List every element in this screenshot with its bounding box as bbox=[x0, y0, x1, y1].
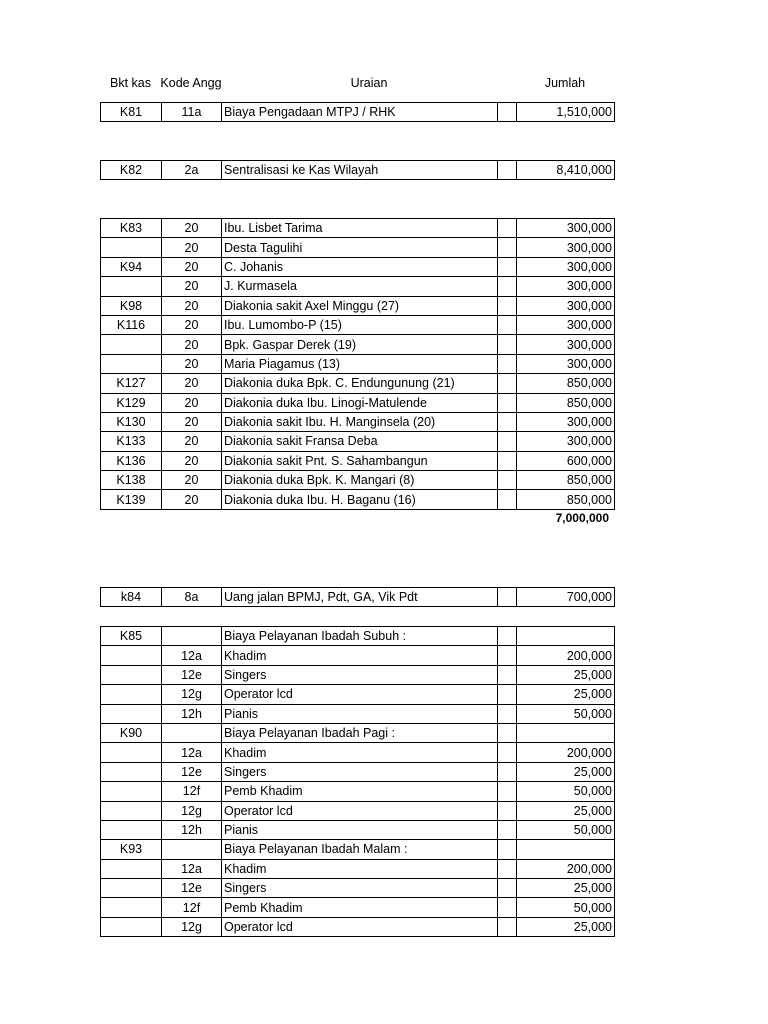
cell-uraian: Operator lcd bbox=[222, 685, 498, 704]
cell-uraian: Operator lcd bbox=[222, 917, 498, 936]
cell-kode: 20 bbox=[162, 432, 222, 451]
table-row bbox=[101, 801, 615, 820]
cell-bkt bbox=[101, 238, 162, 257]
cell-bkt: K133 bbox=[101, 432, 162, 451]
cell-blank bbox=[498, 393, 517, 412]
table-row bbox=[101, 743, 615, 762]
cell-bkt: K93 bbox=[101, 840, 162, 859]
cell-bkt bbox=[101, 879, 162, 898]
cell-uraian: Khadim bbox=[222, 743, 498, 762]
cell-blank bbox=[498, 820, 517, 839]
cell-bkt: K82 bbox=[101, 161, 162, 180]
column-header bbox=[100, 76, 614, 94]
cell-blank bbox=[498, 782, 517, 801]
table-row bbox=[101, 103, 615, 122]
cell-jumlah bbox=[517, 840, 615, 859]
cell-jumlah bbox=[517, 723, 615, 742]
cell-kode: 20 bbox=[162, 451, 222, 470]
table-row bbox=[101, 238, 615, 257]
cell-blank bbox=[498, 161, 517, 180]
cell-kode: 12g bbox=[162, 917, 222, 936]
cell-blank bbox=[498, 103, 517, 122]
table-row bbox=[101, 879, 615, 898]
table-row bbox=[101, 588, 615, 607]
cell-uraian: Pianis bbox=[222, 704, 498, 723]
cell-jumlah: 300,000 bbox=[517, 257, 615, 276]
cell-blank bbox=[498, 859, 517, 878]
cell-jumlah: 300,000 bbox=[517, 335, 615, 354]
cell-jumlah: 300,000 bbox=[517, 432, 615, 451]
cell-bkt bbox=[101, 898, 162, 917]
table-row bbox=[101, 859, 615, 878]
cell-jumlah: 25,000 bbox=[517, 762, 615, 781]
cell-bkt: K130 bbox=[101, 412, 162, 431]
cell-bkt: K83 bbox=[101, 219, 162, 238]
cell-blank bbox=[498, 646, 517, 665]
cell-uraian: Diakonia duka Ibu. Linogi-Matulende bbox=[222, 393, 498, 412]
header-bkt-kas: Bkt kas bbox=[110, 76, 151, 90]
cell-blank bbox=[498, 219, 517, 238]
table-row bbox=[101, 646, 615, 665]
cell-uraian: Singers bbox=[222, 762, 498, 781]
cell-jumlah: 25,000 bbox=[517, 879, 615, 898]
cell-uraian: Sentralisasi ke Kas Wilayah bbox=[222, 161, 498, 180]
cell-blank bbox=[498, 704, 517, 723]
cell-kode: 20 bbox=[162, 471, 222, 490]
cell-bkt bbox=[101, 277, 162, 296]
cell-uraian: Biaya Pelayanan Ibadah Subuh : bbox=[222, 627, 498, 646]
cell-uraian: Diakonia sakit Fransa Deba bbox=[222, 432, 498, 451]
table-row bbox=[101, 257, 615, 276]
cell-kode: 12g bbox=[162, 685, 222, 704]
cell-bkt bbox=[101, 685, 162, 704]
header-uraian: Uraian bbox=[350, 76, 388, 90]
cell-blank bbox=[498, 471, 517, 490]
cell-jumlah: 50,000 bbox=[517, 898, 615, 917]
cell-bkt: K90 bbox=[101, 723, 162, 742]
cell-jumlah: 850,000 bbox=[517, 471, 615, 490]
ledger-block bbox=[100, 587, 615, 607]
cell-bkt: K127 bbox=[101, 374, 162, 393]
ledger-block bbox=[100, 160, 615, 180]
table-row bbox=[101, 315, 615, 334]
ledger-block bbox=[100, 102, 615, 122]
cell-jumlah: 300,000 bbox=[517, 412, 615, 431]
cell-kode: 11a bbox=[162, 103, 222, 122]
cell-kode: 20 bbox=[162, 219, 222, 238]
cell-jumlah: 300,000 bbox=[517, 296, 615, 315]
cell-bkt: k84 bbox=[101, 588, 162, 607]
cell-blank bbox=[498, 723, 517, 742]
ledger-block bbox=[100, 218, 615, 510]
cell-uraian: Ibu. Lisbet Tarima bbox=[222, 219, 498, 238]
table-row bbox=[101, 490, 615, 509]
cell-uraian: Uang jalan BPMJ, Pdt, GA, Vik Pdt bbox=[222, 588, 498, 607]
cell-kode: 12f bbox=[162, 898, 222, 917]
ledger-block bbox=[100, 626, 615, 937]
table-row bbox=[101, 685, 615, 704]
table-row bbox=[101, 820, 615, 839]
cell-uraian: Singers bbox=[222, 879, 498, 898]
cell-uraian: Maria Piagamus (13) bbox=[222, 354, 498, 373]
cell-jumlah: 300,000 bbox=[517, 354, 615, 373]
cell-blank bbox=[498, 354, 517, 373]
cell-kode: 20 bbox=[162, 335, 222, 354]
cell-bkt: K98 bbox=[101, 296, 162, 315]
cell-kode: 12h bbox=[162, 820, 222, 839]
cell-bkt: K85 bbox=[101, 627, 162, 646]
table-row bbox=[101, 219, 615, 238]
cell-kode: 20 bbox=[162, 277, 222, 296]
cell-kode bbox=[162, 840, 222, 859]
cell-uraian: Pianis bbox=[222, 820, 498, 839]
block-total: 7,000,000 bbox=[555, 511, 609, 525]
cell-jumlah: 50,000 bbox=[517, 782, 615, 801]
cell-blank bbox=[498, 374, 517, 393]
cell-jumlah: 850,000 bbox=[517, 490, 615, 509]
cell-uraian: Diakonia sakit Pnt. S. Sahambangun bbox=[222, 451, 498, 470]
cell-uraian: J. Kurmasela bbox=[222, 277, 498, 296]
cell-uraian: Diakonia duka Ibu. H. Baganu (16) bbox=[222, 490, 498, 509]
cell-uraian: Operator lcd bbox=[222, 801, 498, 820]
cell-bkt: K129 bbox=[101, 393, 162, 412]
cell-jumlah: 700,000 bbox=[517, 588, 615, 607]
cell-bkt bbox=[101, 665, 162, 684]
table-row bbox=[101, 898, 615, 917]
cell-bkt bbox=[101, 354, 162, 373]
cell-blank bbox=[498, 917, 517, 936]
cell-kode: 20 bbox=[162, 354, 222, 373]
cell-uraian: Singers bbox=[222, 665, 498, 684]
cell-jumlah bbox=[517, 627, 615, 646]
cell-jumlah: 25,000 bbox=[517, 685, 615, 704]
cell-bkt bbox=[101, 820, 162, 839]
cell-kode: 12e bbox=[162, 665, 222, 684]
table-row bbox=[101, 762, 615, 781]
table-row bbox=[101, 412, 615, 431]
cell-uraian: Biaya Pelayanan Ibadah Pagi : bbox=[222, 723, 498, 742]
cell-bkt: K138 bbox=[101, 471, 162, 490]
cell-bkt bbox=[101, 917, 162, 936]
table-row bbox=[101, 665, 615, 684]
cell-kode: 12f bbox=[162, 782, 222, 801]
cell-kode: 8a bbox=[162, 588, 222, 607]
table-row bbox=[101, 451, 615, 470]
cell-kode bbox=[162, 723, 222, 742]
cell-kode: 20 bbox=[162, 374, 222, 393]
table-row bbox=[101, 354, 615, 373]
cell-uraian: Biaya Pelayanan Ibadah Malam : bbox=[222, 840, 498, 859]
table-row bbox=[101, 161, 615, 180]
cell-uraian: Desta Tagulihi bbox=[222, 238, 498, 257]
cell-blank bbox=[498, 743, 517, 762]
cell-bkt bbox=[101, 704, 162, 723]
cell-uraian: Biaya Pengadaan MTPJ / RHK bbox=[222, 103, 498, 122]
cell-jumlah: 8,410,000 bbox=[517, 161, 615, 180]
header-jumlah: Jumlah bbox=[544, 76, 586, 90]
table-row bbox=[101, 723, 615, 742]
table-row bbox=[101, 393, 615, 412]
cell-kode: 20 bbox=[162, 238, 222, 257]
cell-kode: 20 bbox=[162, 315, 222, 334]
table-row bbox=[101, 335, 615, 354]
cell-uraian: Bpk. Gaspar Derek (19) bbox=[222, 335, 498, 354]
cell-blank bbox=[498, 296, 517, 315]
cell-blank bbox=[498, 840, 517, 859]
cell-kode: 12e bbox=[162, 762, 222, 781]
cell-jumlah: 300,000 bbox=[517, 238, 615, 257]
table-row bbox=[101, 782, 615, 801]
cell-bkt bbox=[101, 762, 162, 781]
cell-jumlah: 200,000 bbox=[517, 743, 615, 762]
cell-uraian: Ibu. Lumombo-P (15) bbox=[222, 315, 498, 334]
cell-jumlah: 50,000 bbox=[517, 704, 615, 723]
cell-jumlah: 25,000 bbox=[517, 917, 615, 936]
cell-uraian: Diakonia duka Bpk. C. Endungunung (21) bbox=[222, 374, 498, 393]
cell-blank bbox=[498, 801, 517, 820]
cell-blank bbox=[498, 762, 517, 781]
cell-uraian: Diakonia duka Bpk. K. Mangari (8) bbox=[222, 471, 498, 490]
cell-kode: 2a bbox=[162, 161, 222, 180]
cell-blank bbox=[498, 490, 517, 509]
cell-jumlah: 1,510,000 bbox=[517, 103, 615, 122]
table-row bbox=[101, 704, 615, 723]
cell-blank bbox=[498, 335, 517, 354]
table-row bbox=[101, 627, 615, 646]
cell-blank bbox=[498, 588, 517, 607]
cell-blank bbox=[498, 665, 517, 684]
cell-blank bbox=[498, 451, 517, 470]
cell-kode: 12a bbox=[162, 743, 222, 762]
table-row bbox=[101, 277, 615, 296]
cell-uraian: Khadim bbox=[222, 646, 498, 665]
table-row bbox=[101, 471, 615, 490]
cell-kode: 20 bbox=[162, 296, 222, 315]
cell-jumlah: 25,000 bbox=[517, 801, 615, 820]
cell-kode: 12h bbox=[162, 704, 222, 723]
cell-jumlah: 600,000 bbox=[517, 451, 615, 470]
cell-kode: 12a bbox=[162, 859, 222, 878]
cell-blank bbox=[498, 879, 517, 898]
header-kode-angg: Kode Angg bbox=[160, 76, 222, 90]
cell-kode: 20 bbox=[162, 393, 222, 412]
cell-bkt: K94 bbox=[101, 257, 162, 276]
cell-kode: 12a bbox=[162, 646, 222, 665]
cell-bkt bbox=[101, 743, 162, 762]
cell-blank bbox=[498, 238, 517, 257]
cell-bkt bbox=[101, 646, 162, 665]
table-row bbox=[101, 432, 615, 451]
cell-blank bbox=[498, 685, 517, 704]
cell-bkt: K116 bbox=[101, 315, 162, 334]
table-row bbox=[101, 296, 615, 315]
cell-uraian: Pemb Khadim bbox=[222, 782, 498, 801]
table-row bbox=[101, 840, 615, 859]
cell-bkt: K81 bbox=[101, 103, 162, 122]
cell-blank bbox=[498, 257, 517, 276]
cell-jumlah: 50,000 bbox=[517, 820, 615, 839]
cell-uraian: Pemb Khadim bbox=[222, 898, 498, 917]
cell-bkt: K136 bbox=[101, 451, 162, 470]
cell-jumlah: 300,000 bbox=[517, 277, 615, 296]
cell-blank bbox=[498, 627, 517, 646]
cell-blank bbox=[498, 898, 517, 917]
cell-bkt bbox=[101, 335, 162, 354]
cell-blank bbox=[498, 412, 517, 431]
cell-blank bbox=[498, 315, 517, 334]
cell-bkt: K139 bbox=[101, 490, 162, 509]
cell-kode bbox=[162, 627, 222, 646]
cell-jumlah: 850,000 bbox=[517, 374, 615, 393]
cell-jumlah: 850,000 bbox=[517, 393, 615, 412]
cell-jumlah: 200,000 bbox=[517, 646, 615, 665]
cell-kode: 20 bbox=[162, 490, 222, 509]
cell-jumlah: 300,000 bbox=[517, 219, 615, 238]
cell-kode: 12e bbox=[162, 879, 222, 898]
cell-bkt bbox=[101, 859, 162, 878]
cell-bkt bbox=[101, 801, 162, 820]
cell-jumlah: 200,000 bbox=[517, 859, 615, 878]
cell-jumlah: 25,000 bbox=[517, 665, 615, 684]
cell-uraian: Diakonia sakit Axel Minggu (27) bbox=[222, 296, 498, 315]
cell-kode: 20 bbox=[162, 412, 222, 431]
cell-uraian: Diakonia sakit Ibu. H. Manginsela (20) bbox=[222, 412, 498, 431]
cell-uraian: C. Johanis bbox=[222, 257, 498, 276]
cell-bkt bbox=[101, 782, 162, 801]
cell-blank bbox=[498, 432, 517, 451]
table-row bbox=[101, 374, 615, 393]
cell-kode: 12g bbox=[162, 801, 222, 820]
table-row bbox=[101, 917, 615, 936]
cell-kode: 20 bbox=[162, 257, 222, 276]
cell-blank bbox=[498, 277, 517, 296]
cell-jumlah: 300,000 bbox=[517, 315, 615, 334]
cell-uraian: Khadim bbox=[222, 859, 498, 878]
